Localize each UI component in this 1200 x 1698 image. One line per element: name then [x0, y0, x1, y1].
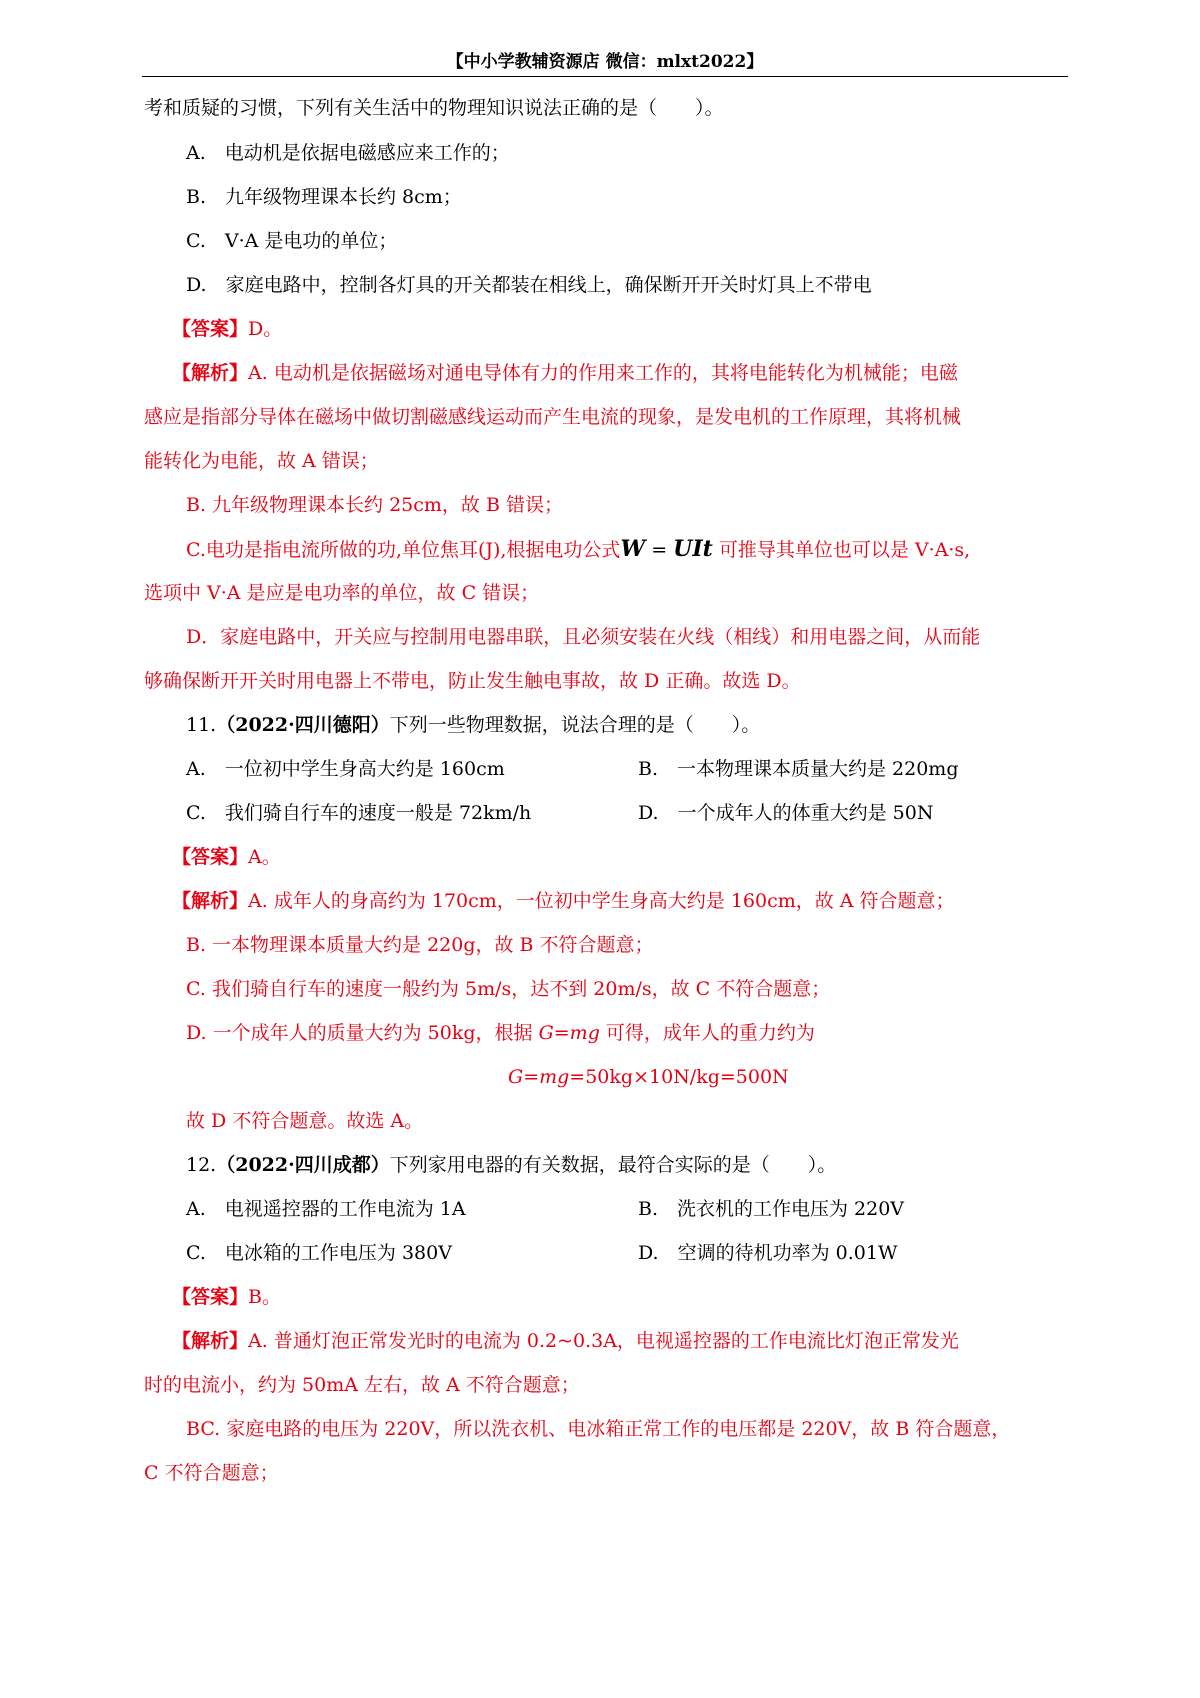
q12-analysis-a2: 时的电流小，约为 50mA 左右，故 A 不符合题意；: [144, 1374, 580, 1396]
analysis-text: A. 成年人的身高约为 170cm，一位初中学生身高大约是 160cm，故 A 符合题意；: [248, 890, 955, 912]
analysis-text: 可推导其单位也可以是 V·A·s,: [712, 539, 971, 561]
q12-analysis-bc1: BC. 家庭电路的电压为 220V，所以洗衣机、电冰箱正常工作的电压都是 220V，故 B 符合题意，: [186, 1418, 1011, 1440]
calc-g: G: [508, 1066, 524, 1088]
header-divider: [142, 76, 1068, 77]
q10-answer: [172, 315, 282, 343]
q12-option-b: B. 洗衣机的工作电压为 220V: [638, 1198, 905, 1220]
q12-stem: [186, 1151, 836, 1179]
q10-stem: 考和质疑的习惯，下列有关生活中的物理知识说法正确的是（ ）。: [144, 97, 724, 119]
calc-rest: =50kg×10N/kg=500N: [569, 1066, 789, 1088]
question-number: 12.: [186, 1154, 217, 1176]
question-text: 下列家用电器的有关数据，最符合实际的是（ ）。: [389, 1154, 837, 1176]
calc-mg: mg: [539, 1066, 570, 1088]
question-source: （2022·四川德阳）: [216, 714, 390, 736]
analysis-tag: 【解析】: [172, 362, 249, 384]
q11-option-c: C. 我们骑自行车的速度一般是 72km/h: [186, 802, 532, 824]
q10-option-c: C. V·A 是电功的单位；: [186, 230, 398, 252]
q10-analysis-b: B. 九年级物理课本长约 25cm，故 B 错误；: [186, 494, 563, 516]
q11-analysis-d: [186, 1019, 815, 1047]
q12-option-a: A. 电视遥控器的工作电流为 1A: [186, 1198, 466, 1220]
question-source: （2022·四川成都）: [216, 1154, 390, 1176]
q10-analysis-d1: D．家庭电路中，开关应与控制用电器串联，且必须安装在火线（相线）和用电器之间，从而能: [186, 626, 981, 648]
q11-calculation: [508, 1063, 789, 1091]
q10-option-a: A. 电动机是依据电磁感应来工作的；: [186, 142, 510, 164]
formula-eq: =: [645, 539, 674, 561]
formula-g-mg: G=mg: [538, 1022, 600, 1044]
q12-answer: [172, 1283, 281, 1311]
analysis-text: A. 电动机是依据磁场对通电导体有力的作用来工作的，其将电能转化为机械能；电磁: [248, 362, 958, 384]
q11-option-d: D. 一个成年人的体重大约是 50N: [638, 802, 934, 824]
analysis-text: A. 普通灯泡正常发光时的电流为 0.2~0.3A，电视遥控器的工作电流比灯泡正常发光: [248, 1330, 959, 1352]
q11-answer: [172, 843, 281, 871]
q10-analysis-a1: [172, 359, 958, 387]
page-header: 【中小学教辅资源店 微信：mlxt2022】: [446, 52, 764, 72]
q11-option-a: A. 一位初中学生身高大约是 160cm: [186, 758, 505, 780]
q10-analysis-c2: 选项中 V·A 是应是电功率的单位，故 C 错误；: [144, 582, 540, 604]
answer-value: B。: [248, 1286, 281, 1308]
answer-tag: 【答案】: [172, 846, 249, 868]
q11-analysis-b: B. 一本物理课本质量大约是 220g，故 B 不符合题意；: [186, 934, 654, 956]
analysis-text: D. 一个成年人的质量大约为 50kg，根据: [186, 1022, 539, 1044]
q12-analysis-a1: [172, 1327, 959, 1355]
formula-w: W: [620, 536, 646, 562]
q11-analysis-c: C. 我们骑自行车的速度一般约为 5m/s，达不到 20m/s，故 C 不符合题意；: [186, 978, 831, 1000]
answer-value: A。: [248, 846, 281, 868]
q10-option-b: B. 九年级物理课本长约 8cm；: [186, 186, 462, 208]
q12-option-c: C. 电冰箱的工作电压为 380V: [186, 1242, 452, 1264]
analysis-tag: 【解析】: [172, 890, 249, 912]
q10-analysis-a2: 感应是指部分导体在磁场中做切割磁感线运动而产生电流的现象，是发电机的工作原理，其将机械: [144, 406, 962, 428]
q11-analysis-end: 故 D 不符合题意。故选 A。: [186, 1110, 424, 1132]
formula-uit: UIt: [673, 536, 713, 562]
answer-tag: 【答案】: [172, 1286, 249, 1308]
q11-option-b: B. 一本物理课本质量大约是 220mg: [638, 758, 959, 780]
q11-stem: [186, 711, 760, 739]
analysis-text: C.电功是指电流所做的功,单位焦耳(J),根据电功公式: [186, 539, 621, 561]
q10-analysis-a3: 能转化为电能，故 A 错误；: [144, 450, 379, 472]
analysis-tag: 【解析】: [172, 1330, 249, 1352]
question-number: 11.: [186, 714, 217, 736]
analysis-text: 可得，成年人的重力约为: [599, 1022, 815, 1044]
calc-eq: =: [523, 1066, 540, 1088]
answer-tag: 【答案】: [172, 318, 249, 340]
q10-analysis-c1: [186, 535, 970, 564]
answer-value: D。: [248, 318, 283, 340]
q12-option-d: D. 空调的待机功率为 0.01W: [638, 1242, 898, 1264]
q10-option-d: D. 家庭电路中，控制各灯具的开关都装在相线上，确保断开开关时灯具上不带电: [186, 274, 872, 296]
q12-analysis-bc2: C 不符合题意；: [144, 1462, 279, 1484]
question-text: 下列一些物理数据，说法合理的是（ ）。: [389, 714, 761, 736]
q11-analysis-a: [172, 887, 955, 915]
q10-analysis-d2: 够确保断开开关时用电器上不带电，防止发生触电事故，故 D 正确。故选 D。: [144, 670, 801, 692]
